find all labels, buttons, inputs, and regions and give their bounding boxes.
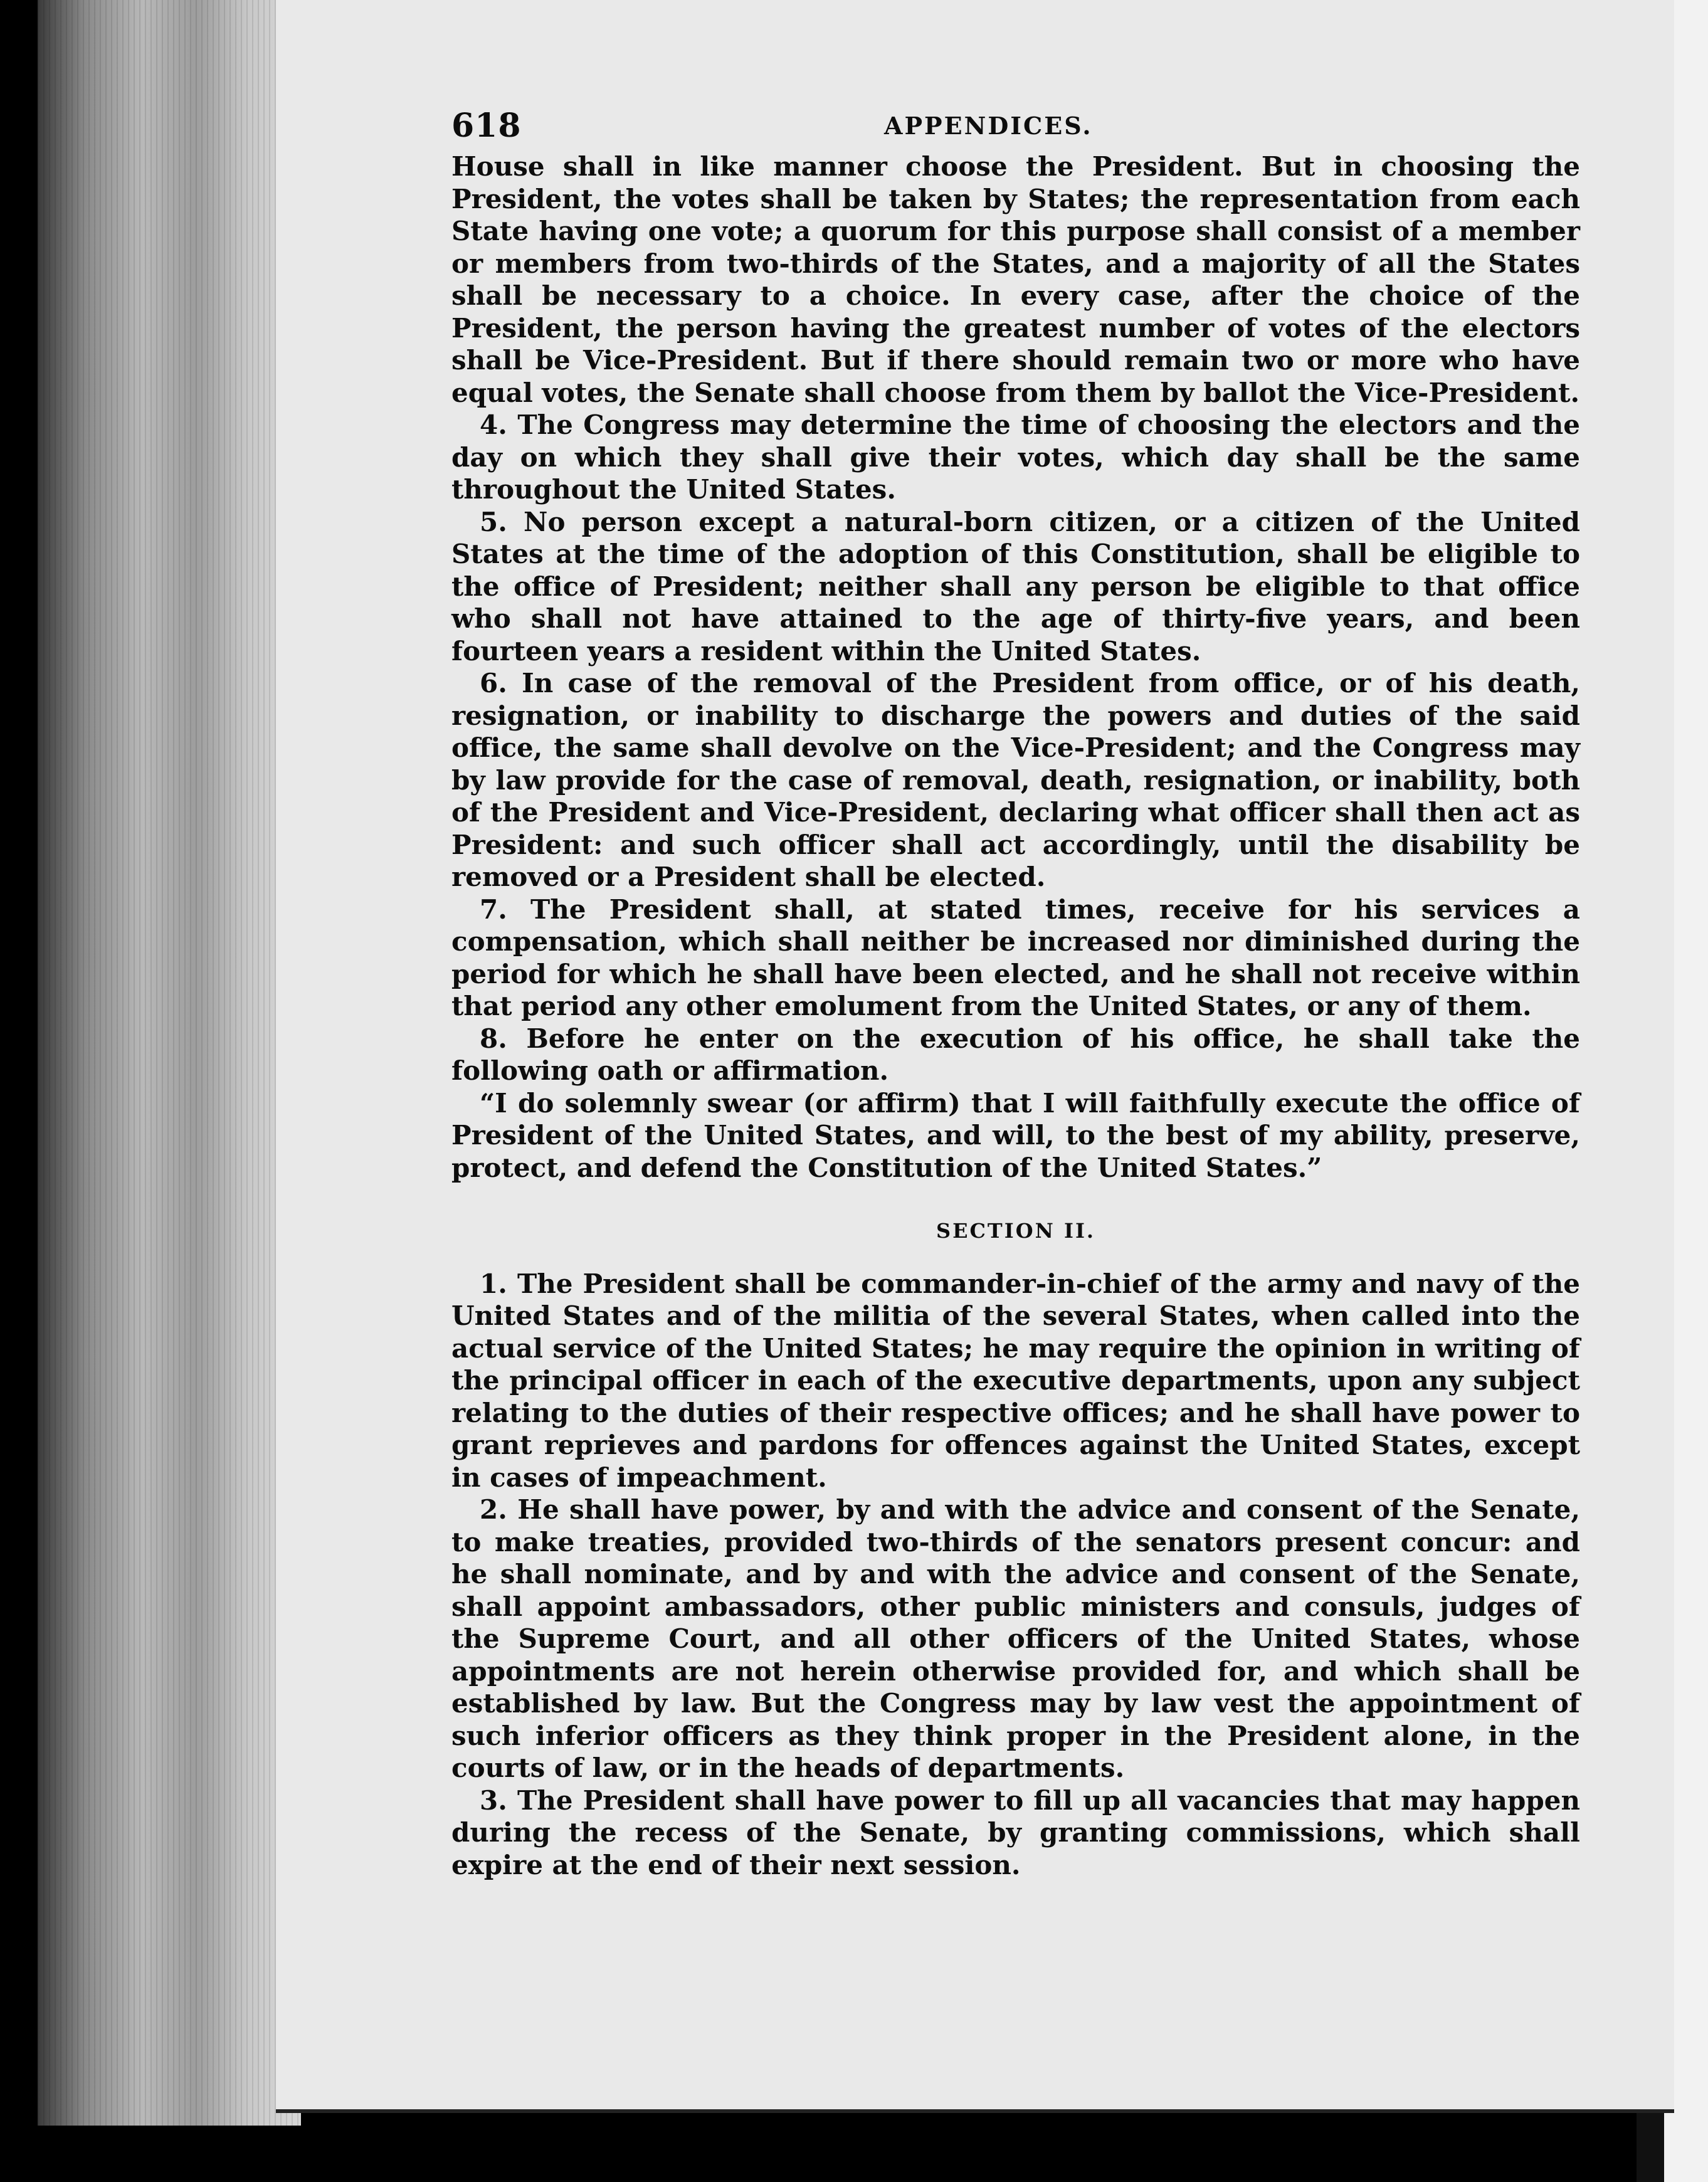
section-heading: SECTION II.: [936, 1219, 1096, 1243]
paragraph-4: 4. The Congress may determine the time of choosing the electors and the day on which they shall give their votes, which day shall be the same throughout the United States.: [451, 409, 1580, 505]
continuation-paragraph: House shall in like manner choose the President. But in choosing the President, the votes shall be taken by States; the representation from each State having one vote; a quorum for this purpose shall consist of a member or members from two-thirds of the States, and a majority of all the States shall be necessary to a choice. In every case, after the choice of the President, the person having the greatest number of votes of the electors shall be Vice-President. But if there should remain two or more who have equal votes, the Senate shall choose from them by ballot the Vice-President.: [451, 151, 1580, 408]
body-text: [451, 150, 1580, 1881]
book-page: [276, 0, 1674, 2113]
paragraph-8: 8. Before he enter on the execution of his office, he shall take the following oath or affirmation.: [451, 1023, 1580, 1086]
paragraph-5: 5. No person except a natural-born citizen, or a citizen of the United States at the time of the adoption of this Constitution, shall be eligible to the office of President; neither shall any person be eligible to that office who shall not have attained to the age of thirty-five years, and been fourteen years a resident within the United States.: [451, 506, 1580, 667]
paragraph-7: 7. The President shall, at stated times, receive for his services a compensation, which shall neither be increased nor diminished during the period for which he shall have been elected, and he shall not receive within that period any other emolument from the United States, or any of them.: [451, 893, 1580, 1021]
section-2-paragraph-1: 1. The President shall be commander-in-chief of the army and navy of the United States and of the militia of the several States, when called into the actual service of the United States; he may require the opinion in writing of the principal officer in each of the executive departments, upon any subject relating to the duties of their respective offices; and he shall have power to grant reprieves and pardons for offences against the United States, except in cases of impeachment.: [451, 1268, 1580, 1493]
page-block-edge: [38, 0, 301, 2126]
page-number: 618: [451, 107, 522, 145]
page-content: [451, 94, 1580, 1881]
running-head: [451, 94, 1580, 150]
oath-quotation: “I do solemnly swear (or affirm) that I will faithfully execute the office of President of the United States, and will, to the best of my ability, preserve, protect, and defend the Constitution of the United States.”: [451, 1087, 1580, 1183]
section-2-paragraph-2: 2. He shall have power, by and with the advice and consent of the Senate, to make treaties, provided two-thirds of the senators present concur: and he shall nominate, and by and with the advice and consent of the Senate, shall appoint ambassadors, other public ministers and consuls, judges of the Supreme Court, and all other officers of the United States, whose appointments are not herein otherwise provided for, and which shall be established by law. But the Congress may by law vest the appointment of such inferior officers as they think proper in the President alone, in the courts of law, or in the heads of departments.: [451, 1494, 1580, 1783]
running-title: APPENDICES.: [884, 112, 1093, 140]
paragraph-6: 6. In case of the removal of the President from office, or of his death, resignation, or inability to discharge the powers and duties of the said office, the same shall devolve on the Vice-President; and the Congress may by law provide for the case of removal, death, resignation, or inability, both of the President and Vice-President, declaring what officer shall then act as President: and such officer shall act accordingly, until the disability be removed or a President shall be elected.: [451, 668, 1580, 892]
section-2-paragraph-3: 3. The President shall have power to fill up all vacancies that may happen during the recess of the Senate, by granting commissions, which shall expire at the end of their next session.: [451, 1784, 1580, 1880]
